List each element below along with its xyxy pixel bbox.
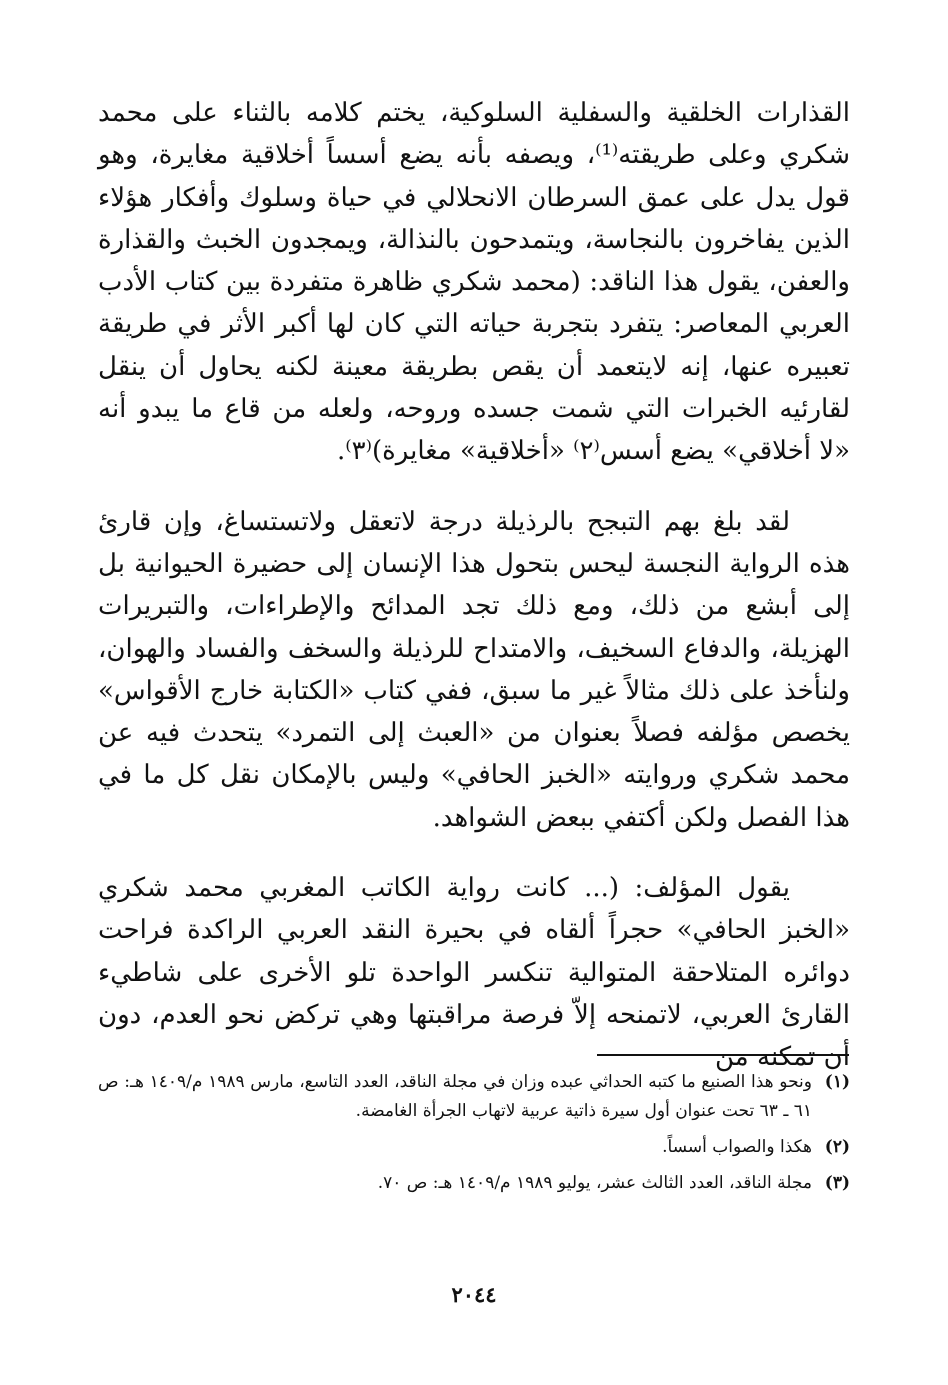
page-body bbox=[98, 92, 850, 1079]
footnote-2 bbox=[98, 1133, 850, 1162]
page-number: ٢٠٤٤ bbox=[451, 1282, 497, 1307]
footnote-divider bbox=[597, 1054, 849, 1056]
footnote-number: (٣) bbox=[824, 1173, 850, 1193]
footnotes bbox=[98, 1068, 850, 1198]
body-paragraph-2: لقد بلغ بهم التبجح بالرذيلة درجة لاتعقل ولاتستساغ، وإن قارئ هذه الرواية النجسة ليحس بتحول هذا الإنسان إلى حضيرة الحيوانية بل إلى أبشع من ذلك، ومع ذلك تجد المدائح والإطراءات، والتبريرات الهزيلة، والدفاع السخيف، والامتداح للرذيلة والسخف والفساد والهوان، ولنأخذ على ذلك مثالاً غير ما سبق، ففي كتاب «الكتابة خارج الأقواس» يخصص مؤلفه فصلاً بعنوان من «العبث إلى التمرد» يتحدث فيه عن محمد شكري وروايته «الخبز الحافي» وليس بالإمكان نقل كل ما في هذا الفصل ولكن أكتفي ببعض الشواهد. bbox=[98, 506, 850, 833]
footnote-number: (٢) bbox=[824, 1137, 850, 1157]
footnote-3 bbox=[98, 1169, 850, 1198]
body-paragraph-1: القذارات الخلقية والسفلية السلوكية، يختم كلامه بالثناء على محمد شكري وعلى طريقته⁽¹⁾، ويصفه بأنه يضع أسساً أخلاقية مغايرة، وهو قول يدل على عمق السرطان الانحلالي في حياة وسلوك وأفكار هؤلاء الذين يفاخرون بالنجاسة، ويتمدحون بالنذالة، ويمجدون الخبث والقذارة والعفن، يقول هذا الناقد: (محمد شكري ظاهرة متفردة بين كتاب الأدب العربي المعاصر: يتفرد بتجربة حياته التي كان لها أكبر الأثر في طريقة تعبيره عنها، إنه لايتعمد أن يقص بطريقة معينة لكنه يحاول أن ينقل لقارئيه الخبرات التي شمت جسده وروحه، ولعله من قاع ما يبدو أنه «لا أخلاقي» يضع أسس⁽٢⁾ «أخلاقية» مغايرة)⁽٣⁾. bbox=[98, 98, 850, 467]
body-paragraph-3: يقول المؤلف: (... كانت رواية الكاتب المغربي محمد شكري «الخبز الحافي» حجراً ألقاه في بحيرة النقد العربي الراكدة فراحت دوائره المتلاحقة المتوالية تنكسر الواحدة تلو الأخرى على شاطيء القارئ العربي، لاتمنحه إلاّ فرصة مراقبتها وهي تركض نحو العدم، دون أن تمكنه من bbox=[98, 873, 850, 1073]
footnote-number: (١) bbox=[824, 1072, 850, 1092]
footnote-text: مجلة الناقد، العدد الثالث عشر، يوليو ١٩٨٩ م/١٤٠٩ هـ: ص ٧٠. bbox=[377, 1173, 812, 1193]
footnote-text: هكذا والصواب أسساً. bbox=[662, 1137, 812, 1157]
footnote-text: ونحو هذا الصنيع ما كتبه الحداثي عبده وزان في مجلة الناقد، العدد التاسع، مارس ١٩٨٩ م/١٤٠٩ هـ: ص ٦١ ـ ٦٣ تحت عنوان أول سيرة ذاتية عربية لاتهاب الجرأة الغامضة. bbox=[98, 1072, 812, 1121]
footnote-1 bbox=[98, 1068, 850, 1126]
